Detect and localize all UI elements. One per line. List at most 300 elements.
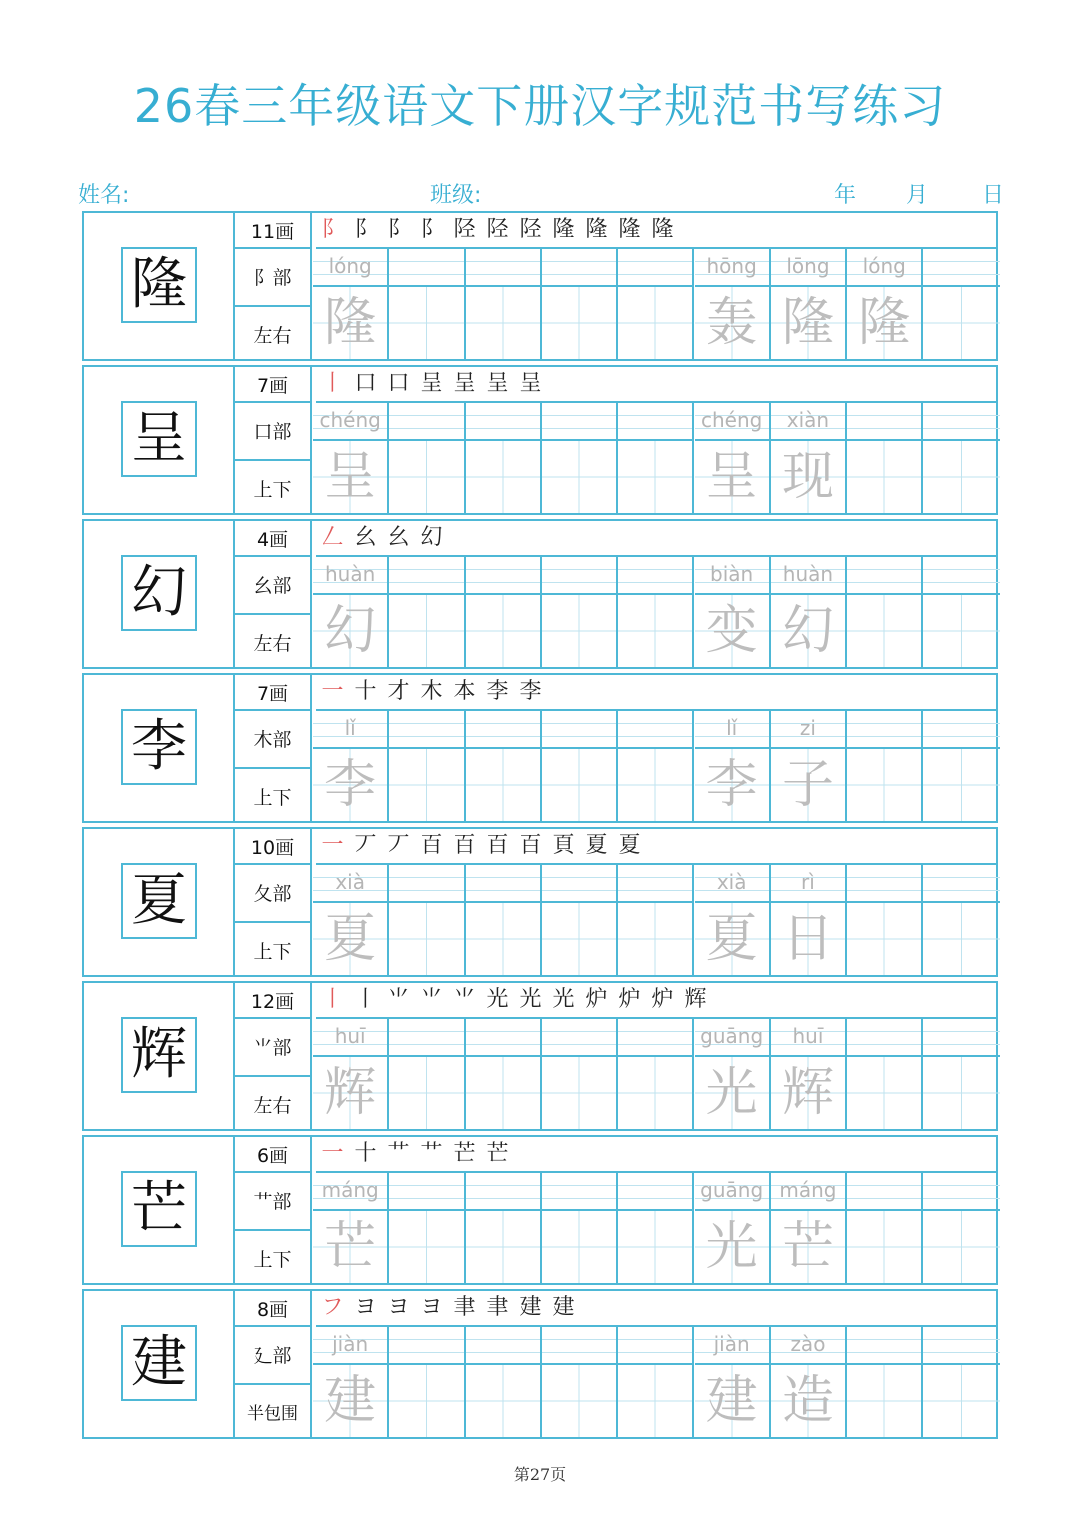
- stroke-step: 丨: [354, 987, 377, 1012]
- structure: 上下: [235, 923, 312, 975]
- stroke-step: 阝: [420, 217, 443, 242]
- tian-grid-box: [618, 1057, 692, 1129]
- tian-grid-box: [389, 903, 463, 975]
- writing-cell[interactable]: [923, 1019, 999, 1129]
- character-block: [82, 519, 998, 669]
- writing-cell[interactable]: [847, 711, 923, 821]
- tian-grid-box: 建: [695, 1365, 769, 1437]
- model-character-cell: [84, 367, 235, 513]
- writing-cell[interactable]: [618, 403, 694, 513]
- stroke-step: フ: [321, 1295, 344, 1320]
- stroke-step: 木: [420, 679, 443, 704]
- character-block: [82, 827, 998, 977]
- radical: 阝部: [235, 249, 312, 307]
- tian-grid-box: [466, 595, 540, 667]
- writing-cell[interactable]: [618, 249, 694, 359]
- writing-cell[interactable]: [313, 1327, 389, 1437]
- writing-cell[interactable]: [542, 1019, 618, 1129]
- structure: 上下: [235, 769, 312, 821]
- stroke-order: [316, 675, 996, 711]
- day-label: 日: [982, 183, 1005, 208]
- writing-cell[interactable]: [466, 865, 542, 975]
- tian-grid-box: [847, 903, 921, 975]
- pinyin-box: [847, 1173, 921, 1211]
- tian-grid-box: [542, 903, 616, 975]
- tian-grid-box: [466, 441, 540, 513]
- pinyin-box: [923, 865, 999, 903]
- stroke-count: 10画: [235, 829, 312, 865]
- writing-cell[interactable]: [542, 865, 618, 975]
- tian-grid-box: [389, 441, 463, 513]
- writing-grid: [313, 1173, 996, 1283]
- model-character: 李: [121, 709, 197, 785]
- writing-cell[interactable]: [389, 711, 465, 821]
- pinyin-box: [618, 403, 692, 441]
- writing-cell[interactable]: [695, 557, 771, 667]
- structure: 左右: [235, 307, 312, 359]
- pinyin-box: [847, 865, 921, 903]
- pinyin-box: [389, 403, 463, 441]
- writing-cell[interactable]: [695, 1327, 771, 1437]
- pinyin-box: hōng: [695, 249, 769, 287]
- character-block: [82, 365, 998, 515]
- month-label: 月: [906, 183, 929, 208]
- writing-cell[interactable]: [313, 403, 389, 513]
- model-character-cell: [84, 829, 235, 975]
- writing-cell[interactable]: [466, 557, 542, 667]
- stroke-step: ⺌: [453, 987, 476, 1012]
- stroke-step: 呈: [519, 371, 542, 396]
- writing-cell[interactable]: [771, 1173, 847, 1283]
- writing-cell[interactable]: [466, 403, 542, 513]
- stroke-step: 芒: [486, 1141, 509, 1166]
- writing-cell[interactable]: [771, 1019, 847, 1129]
- writing-cell[interactable]: [695, 865, 771, 975]
- writing-cell[interactable]: [389, 1019, 465, 1129]
- class-label: 班级:: [430, 183, 482, 208]
- radical: 木部: [235, 711, 312, 769]
- writing-cell[interactable]: [923, 711, 999, 821]
- pinyin-box: zi: [771, 711, 845, 749]
- writing-cell[interactable]: [542, 711, 618, 821]
- stroke-step: ⺌: [420, 987, 443, 1012]
- pinyin-box: huàn: [771, 557, 845, 595]
- pinyin-box: huàn: [313, 557, 387, 595]
- tian-grid-box: [618, 441, 692, 513]
- pinyin-box: [847, 711, 921, 749]
- pinyin-box: [618, 1327, 692, 1365]
- stroke-step: 艹: [387, 1141, 410, 1166]
- stroke-order: [316, 829, 996, 865]
- stroke-step: 頁: [552, 833, 575, 858]
- pinyin-box: jiàn: [695, 1327, 769, 1365]
- character-block: [82, 1135, 998, 1285]
- writing-cell[interactable]: [771, 249, 847, 359]
- writing-cell[interactable]: [542, 249, 618, 359]
- radical: 夂部: [235, 865, 312, 923]
- radical: 艹部: [235, 1173, 312, 1231]
- tian-grid-box: [618, 903, 692, 975]
- tian-grid-box: [923, 287, 999, 359]
- model-character: 夏: [121, 863, 197, 939]
- writing-cell[interactable]: [847, 865, 923, 975]
- pinyin-box: [923, 1173, 999, 1211]
- tian-grid-box: [466, 1211, 540, 1283]
- tian-grid-box: [466, 749, 540, 821]
- stroke-step: 幺: [354, 525, 377, 550]
- tian-grid-box: [389, 1057, 463, 1129]
- stroke-step: ヨ: [420, 1295, 443, 1320]
- stroke-step: 炉: [585, 987, 608, 1012]
- tian-grid-box: [466, 1365, 540, 1437]
- stroke-step: 𠃋: [321, 525, 344, 550]
- character-block: [82, 981, 998, 1131]
- stroke-count: 11画: [235, 213, 312, 249]
- writing-cell[interactable]: [542, 403, 618, 513]
- writing-cell[interactable]: [466, 1173, 542, 1283]
- pinyin-box: [542, 1019, 616, 1057]
- tian-grid-box: [923, 441, 999, 513]
- writing-cell[interactable]: [389, 403, 465, 513]
- stroke-step: 炉: [618, 987, 641, 1012]
- tian-grid-box: 李: [313, 749, 387, 821]
- pinyin-box: [466, 1173, 540, 1211]
- writing-cell[interactable]: [847, 1019, 923, 1129]
- writing-cell[interactable]: [771, 711, 847, 821]
- pinyin-box: [923, 249, 999, 287]
- writing-cell[interactable]: [389, 557, 465, 667]
- tian-grid-box: 芒: [771, 1211, 845, 1283]
- tian-grid-box: [847, 1365, 921, 1437]
- stroke-step: 聿: [453, 1295, 476, 1320]
- writing-cell[interactable]: [542, 557, 618, 667]
- tian-grid-box: [542, 441, 616, 513]
- stroke-order: [316, 983, 996, 1019]
- tian-grid-box: 现: [771, 441, 845, 513]
- tian-grid-box: 变: [695, 595, 769, 667]
- pinyin-box: biàn: [695, 557, 769, 595]
- pinyin-box: [923, 403, 999, 441]
- stroke-count: 7画: [235, 367, 312, 403]
- name-label: 姓名:: [78, 183, 130, 208]
- stroke-step: 陉: [519, 217, 542, 242]
- stroke-step: 李: [519, 679, 542, 704]
- writing-cell[interactable]: [618, 1019, 694, 1129]
- tian-grid-box: 子: [771, 749, 845, 821]
- pinyin-box: [542, 403, 616, 441]
- pinyin-box: chéng: [313, 403, 387, 441]
- pinyin-box: [618, 1173, 692, 1211]
- model-character: 辉: [121, 1017, 197, 1093]
- tian-grid-box: 隆: [313, 287, 387, 359]
- model-character-cell: [84, 521, 235, 667]
- stroke-step: 隆: [618, 217, 641, 242]
- pinyin-box: [847, 403, 921, 441]
- tian-grid-box: 辉: [771, 1057, 845, 1129]
- writing-cell[interactable]: [618, 557, 694, 667]
- writing-grid: [313, 1019, 996, 1129]
- tian-grid-box: 隆: [847, 287, 921, 359]
- tian-grid-box: [923, 595, 999, 667]
- tian-grid-box: 芒: [313, 1211, 387, 1283]
- writing-cell[interactable]: [389, 249, 465, 359]
- pinyin-box: máng: [313, 1173, 387, 1211]
- stroke-step: 李: [486, 679, 509, 704]
- stroke-step: 隆: [552, 217, 575, 242]
- writing-cell[interactable]: [771, 557, 847, 667]
- tian-grid-box: [542, 1211, 616, 1283]
- pinyin-box: zào: [771, 1327, 845, 1365]
- tian-grid-box: [847, 595, 921, 667]
- writing-cell[interactable]: [618, 865, 694, 975]
- pinyin-box: chéng: [695, 403, 769, 441]
- tian-grid-box: [542, 595, 616, 667]
- writing-cell[interactable]: [466, 1019, 542, 1129]
- pinyin-box: xià: [313, 865, 387, 903]
- pinyin-box: [466, 1327, 540, 1365]
- structure: 左右: [235, 615, 312, 667]
- writing-cell[interactable]: [771, 1327, 847, 1437]
- writing-cell[interactable]: [923, 1173, 999, 1283]
- stroke-step: 十: [354, 1141, 377, 1166]
- tian-grid-box: [542, 1057, 616, 1129]
- stroke-count: 4画: [235, 521, 312, 557]
- stroke-step: 建: [552, 1295, 575, 1320]
- stroke-step: 一: [321, 1141, 344, 1166]
- writing-cell[interactable]: [695, 711, 771, 821]
- tian-grid-box: 光: [695, 1211, 769, 1283]
- tian-grid-box: [618, 1365, 692, 1437]
- stroke-step: 阝: [387, 217, 410, 242]
- structure: 上下: [235, 1231, 312, 1283]
- tian-grid-box: [618, 1211, 692, 1283]
- stroke-step: 呈: [486, 371, 509, 396]
- pinyin-box: [923, 1327, 999, 1365]
- stroke-step: 光: [486, 987, 509, 1012]
- tian-grid-box: [466, 1057, 540, 1129]
- pinyin-box: lóng: [847, 249, 921, 287]
- pinyin-box: [466, 865, 540, 903]
- year-label: 年: [834, 183, 857, 208]
- writing-cell[interactable]: [695, 1019, 771, 1129]
- model-character-cell: [84, 1291, 235, 1437]
- page-number: 第27页: [513, 1465, 567, 1484]
- stroke-step: 才: [387, 679, 410, 704]
- stroke-step: 艹: [420, 1141, 443, 1166]
- tian-grid-box: [542, 287, 616, 359]
- stroke-step: 光: [552, 987, 575, 1012]
- stroke-step: 隆: [651, 217, 674, 242]
- tian-grid-box: 李: [695, 749, 769, 821]
- pinyin-box: [847, 1327, 921, 1365]
- pinyin-box: [389, 711, 463, 749]
- writing-cell[interactable]: [771, 403, 847, 513]
- writing-cell[interactable]: [695, 249, 771, 359]
- stroke-step: 芒: [453, 1141, 476, 1166]
- writing-cell[interactable]: [847, 249, 923, 359]
- tian-grid-box: [389, 287, 463, 359]
- writing-cell[interactable]: [847, 557, 923, 667]
- tian-grid-box: [618, 749, 692, 821]
- pinyin-box: [542, 1173, 616, 1211]
- pinyin-box: huī: [771, 1019, 845, 1057]
- tian-grid-box: 夏: [695, 903, 769, 975]
- tian-grid-box: [389, 595, 463, 667]
- tian-grid-box: 幻: [313, 595, 387, 667]
- tian-grid-box: [389, 749, 463, 821]
- writing-cell[interactable]: [542, 1173, 618, 1283]
- stroke-step: 百: [486, 833, 509, 858]
- writing-grid: [313, 1327, 996, 1437]
- pinyin-box: [466, 557, 540, 595]
- writing-cell[interactable]: [923, 557, 999, 667]
- tian-grid-box: 呈: [695, 441, 769, 513]
- pinyin-box: huī: [313, 1019, 387, 1057]
- pinyin-box: [542, 557, 616, 595]
- stroke-count: 8画: [235, 1291, 312, 1327]
- pinyin-box: xiàn: [771, 403, 845, 441]
- writing-cell[interactable]: [771, 865, 847, 975]
- writing-cell[interactable]: [618, 1327, 694, 1437]
- pinyin-box: lǐ: [695, 711, 769, 749]
- writing-cell[interactable]: [466, 711, 542, 821]
- model-character: 芒: [121, 1171, 197, 1247]
- writing-cell[interactable]: [313, 1019, 389, 1129]
- stroke-order: [316, 1291, 996, 1327]
- writing-cell[interactable]: [923, 249, 999, 359]
- writing-cell[interactable]: [923, 1327, 999, 1437]
- pinyin-box: [618, 249, 692, 287]
- tian-grid-box: [847, 1057, 921, 1129]
- tian-grid-box: [923, 749, 999, 821]
- stroke-step: 幻: [420, 525, 443, 550]
- writing-grid: [313, 865, 996, 975]
- writing-cell[interactable]: [313, 1173, 389, 1283]
- tian-grid-box: 造: [771, 1365, 845, 1437]
- character-block: [82, 1289, 998, 1439]
- pinyin-box: [542, 711, 616, 749]
- writing-cell[interactable]: [313, 711, 389, 821]
- writing-cell[interactable]: [542, 1327, 618, 1437]
- tian-grid-box: [542, 1365, 616, 1437]
- tian-grid-box: 轰: [695, 287, 769, 359]
- pinyin-box: [389, 1327, 463, 1365]
- writing-cell[interactable]: [313, 249, 389, 359]
- stroke-step: 丨: [321, 987, 344, 1012]
- stroke-step: 陉: [486, 217, 509, 242]
- pinyin-box: [542, 249, 616, 287]
- model-character-cell: [84, 983, 235, 1129]
- model-character-cell: [84, 675, 235, 821]
- tian-grid-box: [923, 1365, 999, 1437]
- stroke-step: 建: [519, 1295, 542, 1320]
- pinyin-box: [618, 865, 692, 903]
- stroke-step: 隆: [585, 217, 608, 242]
- writing-cell[interactable]: [389, 865, 465, 975]
- writing-cell[interactable]: [313, 865, 389, 975]
- pinyin-box: [389, 1019, 463, 1057]
- character-block: [82, 211, 998, 361]
- model-character: 隆: [121, 247, 197, 323]
- writing-cell[interactable]: [618, 1173, 694, 1283]
- stroke-step: 丆: [387, 833, 410, 858]
- stroke-step: 百: [453, 833, 476, 858]
- model-character: 呈: [121, 401, 197, 477]
- stroke-step: 百: [420, 833, 443, 858]
- tian-grid-box: 光: [695, 1057, 769, 1129]
- pinyin-box: lóng: [313, 249, 387, 287]
- tian-grid-box: [847, 1211, 921, 1283]
- tian-grid-box: 呈: [313, 441, 387, 513]
- stroke-step: 幺: [387, 525, 410, 550]
- stroke-step: 辉: [684, 987, 707, 1012]
- pinyin-box: [389, 249, 463, 287]
- writing-cell[interactable]: [923, 865, 999, 975]
- stroke-step: ⺌: [387, 987, 410, 1012]
- stroke-step: 聿: [486, 1295, 509, 1320]
- pinyin-box: [618, 1019, 692, 1057]
- stroke-step: 阝: [354, 217, 377, 242]
- writing-cell[interactable]: [618, 711, 694, 821]
- writing-cell[interactable]: [847, 1327, 923, 1437]
- writing-cell[interactable]: [847, 403, 923, 513]
- pinyin-box: lǐ: [313, 711, 387, 749]
- tian-grid-box: [466, 287, 540, 359]
- tian-grid-box: 日: [771, 903, 845, 975]
- stroke-order: [316, 521, 996, 557]
- tian-grid-box: [923, 1057, 999, 1129]
- radical: 幺部: [235, 557, 312, 615]
- structure: 左右: [235, 1077, 312, 1129]
- stroke-step: 呈: [453, 371, 476, 396]
- stroke-order: [316, 213, 996, 249]
- writing-cell[interactable]: [389, 1173, 465, 1283]
- radical: ⺌部: [235, 1019, 312, 1077]
- pinyin-box: [389, 1173, 463, 1211]
- pinyin-box: [466, 711, 540, 749]
- writing-cell[interactable]: [313, 557, 389, 667]
- tian-grid-box: [923, 903, 999, 975]
- writing-grid: [313, 249, 996, 359]
- stroke-step: 光: [519, 987, 542, 1012]
- tian-grid-box: 建: [313, 1365, 387, 1437]
- character-block: [82, 673, 998, 823]
- pinyin-box: [618, 711, 692, 749]
- tian-grid-box: [618, 595, 692, 667]
- stroke-step: 呈: [420, 371, 443, 396]
- writing-cell[interactable]: [923, 403, 999, 513]
- writing-cell[interactable]: [466, 249, 542, 359]
- writing-cell[interactable]: [847, 1173, 923, 1283]
- writing-cell[interactable]: [695, 403, 771, 513]
- writing-grid: [313, 711, 996, 821]
- writing-cell[interactable]: [695, 1173, 771, 1283]
- stroke-step: 十: [354, 679, 377, 704]
- stroke-step: 百: [519, 833, 542, 858]
- stroke-order: [316, 1137, 996, 1173]
- tian-grid-box: 夏: [313, 903, 387, 975]
- tian-grid-box: [847, 441, 921, 513]
- pinyin-box: guāng: [695, 1173, 769, 1211]
- writing-cell[interactable]: [466, 1327, 542, 1437]
- model-character-cell: [84, 1137, 235, 1283]
- structure: 上下: [235, 461, 312, 513]
- stroke-step: 阝: [321, 217, 344, 242]
- pinyin-box: guāng: [695, 1019, 769, 1057]
- pinyin-box: [923, 711, 999, 749]
- pinyin-box: [542, 865, 616, 903]
- writing-cell[interactable]: [389, 1327, 465, 1437]
